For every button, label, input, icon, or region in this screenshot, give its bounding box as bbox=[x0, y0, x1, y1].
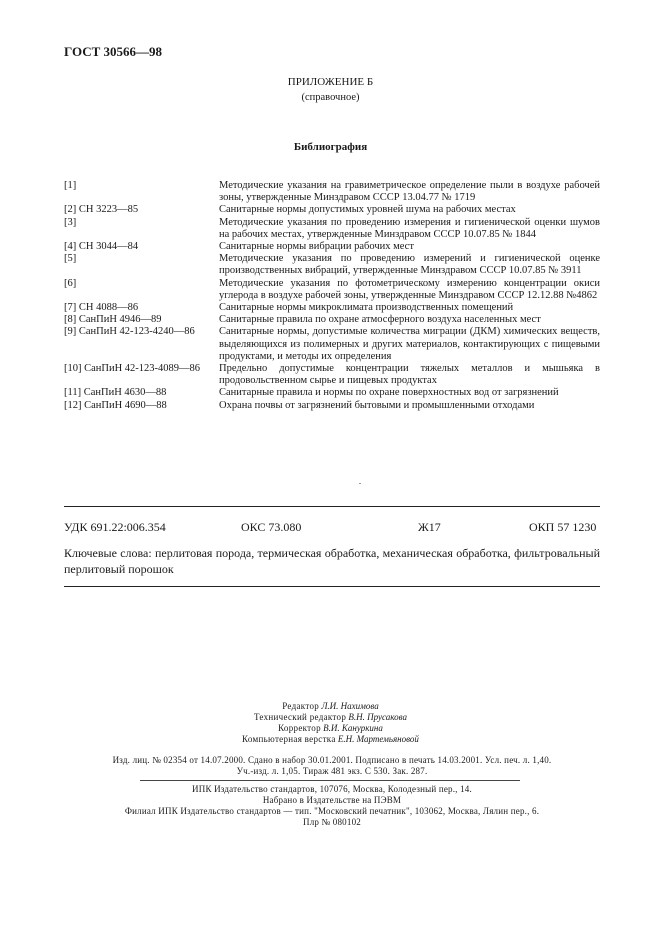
bibliography-ref: [3] bbox=[64, 216, 77, 228]
credit-corrector-label: Корректор bbox=[278, 723, 321, 733]
publisher-line-1: ИПК Издательство стандартов, 107076, Москва, Колодезный пер., 14. bbox=[192, 784, 472, 794]
credit-editor bbox=[0, 701, 661, 711]
bibliography-text: Санитарные правила по охране атмосферного воздуха населенных мест bbox=[219, 314, 541, 326]
bibliography-ref: [11] СанПиН 4630—88 bbox=[64, 387, 167, 399]
credit-tech-editor-name: В.Н. Прусакова bbox=[348, 712, 408, 722]
bibliography-ref: [1] bbox=[64, 180, 77, 191]
imprint-line-1: Изд. лиц. № 02354 от 14.07.2000. Сдано в набор 30.01.2001. Подписано в печать 14.03.2001. Усл. печ. л. 1,40. bbox=[112, 755, 552, 765]
bibliography-ref: [10] СанПиН 42-123-4089—86 bbox=[64, 363, 201, 375]
bibliography-text: Методические указания по проведению измерений и гигиенической оценке производственных вибраций, утвержденные Минздравом СССР 10.07.85 № 3911 bbox=[219, 253, 600, 277]
bibliography-text: Методические указания по фотометрическому измерению концентрации окиси углерода в воздухе рабочей зоны, утвержденные Минздравом СССР 12.12.88 №4862 bbox=[219, 277, 600, 301]
credit-layout-label: Компьютерная верстка bbox=[242, 734, 336, 744]
bibliography-ref: [2] СН 3223—85 bbox=[64, 204, 139, 216]
publisher-line-4: Плр № 080102 bbox=[303, 817, 361, 827]
bibliography-item bbox=[64, 204, 600, 216]
bibliography-text: Методические указания на гравиметрическое определение пыли в воздухе рабочей зоны, утвержденные Минздравом СССР 13.04.77 № 1719 bbox=[219, 180, 600, 204]
credit-layout-name: Е.Н. Мартемьяновой bbox=[337, 734, 419, 744]
bibliography-item bbox=[64, 278, 600, 302]
appendix-title: ПРИЛОЖЕНИЕ Б bbox=[287, 76, 374, 88]
bibliography-ref: [8] СанПиН 4946—89 bbox=[64, 314, 162, 326]
credit-corrector bbox=[0, 723, 661, 733]
bibliography-item bbox=[64, 326, 600, 363]
bibliography-item bbox=[64, 302, 600, 314]
standard-number: ГОСТ 30566—98 bbox=[64, 44, 163, 59]
bibliography-item bbox=[64, 387, 600, 399]
okp-code: ОКП 57 1230 bbox=[529, 520, 597, 534]
oks-code: ОКС 73.080 bbox=[241, 520, 302, 534]
publisher-line-3: Филиал ИПК Издательство стандартов — тип. "Московский печатник", 103062, Москва, Лялин пер., 6. bbox=[124, 806, 540, 816]
zh-code: Ж17 bbox=[418, 520, 441, 534]
bibliography-ref: [7] СН 4088—86 bbox=[64, 302, 139, 314]
bibliography-item bbox=[64, 217, 600, 241]
publisher-line-2: Набрано в Издательстве на ПЭВМ bbox=[262, 795, 402, 805]
bibliography-item bbox=[64, 241, 600, 253]
stray-dot bbox=[359, 483, 361, 484]
credit-editor-label: Редактор bbox=[282, 701, 320, 711]
bibliography-text: Санитарные правила и нормы по охране поверхностных вод от загрязнений bbox=[219, 387, 559, 399]
credit-corrector-name: В.И. Кануркина bbox=[323, 723, 383, 733]
bibliography-item bbox=[64, 180, 600, 204]
divider-bottom bbox=[64, 586, 600, 587]
appendix-subtitle: (справочное) bbox=[301, 92, 360, 103]
bibliography-ref: [4] СН 3044—84 bbox=[64, 241, 139, 253]
divider-top bbox=[64, 506, 600, 507]
bibliography-item bbox=[64, 314, 600, 326]
bibliography-text: Предельно допустимые концентрации тяжелых металлов и мышьяка в продовольственном сырье и пищевых продуктах bbox=[219, 363, 600, 387]
udk-code: УДК 691.22:006.354 bbox=[64, 520, 166, 534]
bibliography-text: Методические указания по проведению измерения и гигиенической оценки шумов на рабочих местах, утвержденные Минздравом СССР 10.07.85 № 1844 bbox=[219, 216, 600, 240]
bibliography-title: Библиография bbox=[293, 141, 368, 153]
imprint-line-2: Уч.-изд. л. 1,05. Тираж 481 экз. С 530. Зак. 287. bbox=[236, 766, 428, 776]
bibliography-item bbox=[64, 253, 600, 277]
bibliography-text: Санитарные нормы, допустимые количества миграции (ДКМ) химических веществ, выделяющихся из полимерных и других материалов, контактирующих с пищевыми продуктами, и методы их определения bbox=[219, 326, 600, 362]
bibliography-list bbox=[64, 180, 600, 412]
imprint-divider bbox=[140, 780, 520, 781]
credit-editor-name: Л.И. Нахимова bbox=[321, 701, 379, 711]
credit-tech-editor bbox=[0, 712, 661, 722]
bibliography-text: Санитарные нормы допустимых уровней шума на рабочих местах bbox=[219, 204, 516, 216]
bibliography-item bbox=[64, 363, 600, 387]
bibliography-ref: [5] bbox=[64, 253, 77, 265]
bibliography-ref: [12] СанПиН 4690—88 bbox=[64, 399, 167, 411]
bibliography-text: Охрана почвы от загрязнений бытовыми и промышленными отходами bbox=[219, 399, 535, 411]
credit-layout bbox=[0, 734, 661, 744]
bibliography-ref: [6] bbox=[64, 277, 77, 289]
bibliography-text: Санитарные нормы микроклимата производственных помещений bbox=[219, 302, 514, 314]
keywords: Ключевые слова: перлитовая порода, термическая обработка, механическая обработка, фильтровальный перлитовый порошок bbox=[64, 546, 600, 576]
bibliography-ref: [9] СанПиН 42-123-4240—86 bbox=[64, 326, 195, 338]
bibliography-item bbox=[64, 400, 600, 412]
bibliography-text: Санитарные нормы вибрации рабочих мест bbox=[219, 241, 414, 253]
credit-tech-editor-label: Технический редактор bbox=[253, 712, 347, 722]
